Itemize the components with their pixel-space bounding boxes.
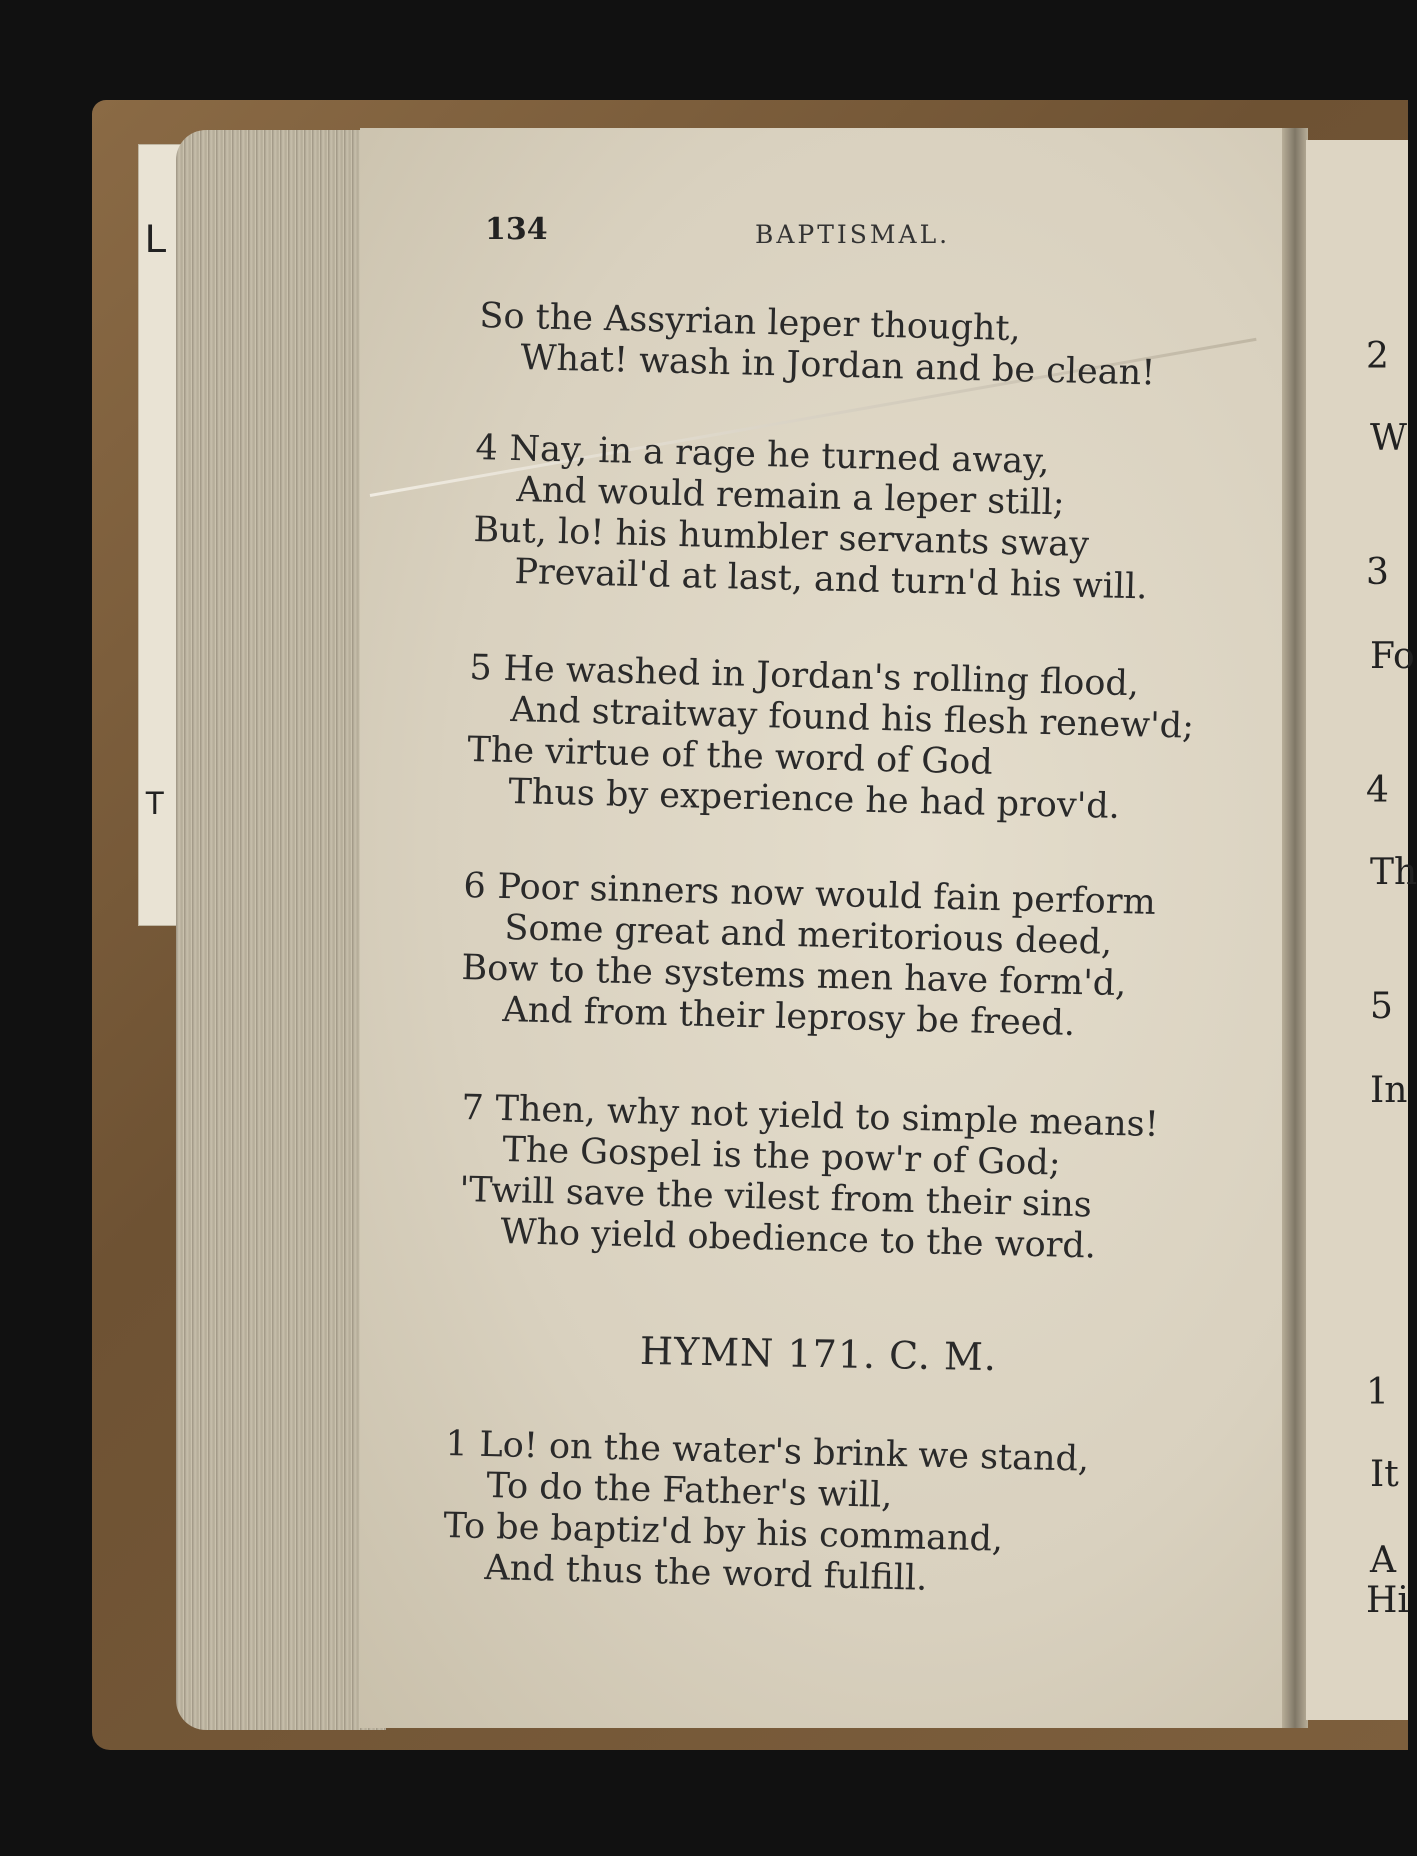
verse-line: And from their leprosy be freed. (502, 989, 1076, 1044)
verse-line: Who yield obedience to the word. (500, 1211, 1097, 1267)
verse-line: To be baptiz'd by his command, (443, 1505, 1004, 1560)
running-head: BAPTISMAL. (755, 220, 951, 249)
stanza-4 (472, 428, 1151, 608)
right-page-fragment: Fo (1370, 636, 1415, 677)
intro-stanza (478, 296, 1157, 395)
right-page-fragment: 5 (1370, 986, 1393, 1027)
hymn-stanza-1 (442, 1424, 1090, 1604)
verse-number: 4 (475, 428, 499, 469)
right-page-fragment: Hi (1366, 1580, 1409, 1621)
verse-line: Thus by experience he had prov'd. (508, 771, 1121, 827)
verse-number: 1 (445, 1424, 469, 1465)
verse-number: 7 (461, 1088, 485, 1129)
verse-number: 5 (469, 648, 493, 689)
verse-line: Prevail'd at last, and turn'd his will. (514, 551, 1148, 608)
verse-line: And thus the word fulfill. (484, 1547, 928, 1599)
page-edges (176, 130, 386, 1730)
verse-line: And would remain a leper still; (516, 470, 1066, 524)
right-page-fragment: 1 (1366, 1372, 1389, 1413)
verse-line: Poor sinners now would fain perform (497, 866, 1157, 923)
stanza-6 (460, 866, 1156, 1047)
verse-line: The Gospel is the pow'r of God; (502, 1130, 1061, 1184)
verse-line: But, lo! his humbler servants sway (473, 509, 1090, 566)
verse-line: Nay, in a rage he turned away, (509, 428, 1050, 483)
bookmark-letter: L (145, 217, 168, 261)
verse-line: What! wash in Jordan and be clean! (520, 338, 1156, 394)
stanza-7 (458, 1088, 1159, 1269)
right-page-fragment: 4 (1366, 770, 1389, 811)
verse-line: To do the Father's will, (486, 1466, 893, 1516)
verse-line: Some great and meritorious deed, (504, 908, 1113, 963)
verse-line: Then, why not yield to simple means! (495, 1088, 1160, 1146)
right-page-fragment: In (1370, 1070, 1408, 1111)
verse-line: He washed in Jordan's rolling flood, (503, 648, 1140, 705)
verse-line: So the Assyrian leper thought, (479, 296, 1022, 350)
right-page-fragment: Th (1370, 852, 1417, 893)
right-page-fragment: 3 (1366, 552, 1389, 593)
stanza-5 (466, 648, 1195, 830)
right-page-fragment: W (1370, 418, 1408, 459)
verse-line: 'Twill save the vilest from their sins (459, 1169, 1093, 1226)
verse-number: 6 (463, 866, 487, 907)
bookmark-letter: T (145, 785, 165, 821)
page-header (485, 212, 1125, 262)
page-number: 134 (485, 212, 548, 247)
verse-line: And straitway found his flesh renew'd; (510, 690, 1195, 747)
right-page-fragment: 2 (1366, 336, 1389, 377)
verse-line: Bow to the systems men have form'd, (461, 947, 1127, 1005)
book-gutter (1282, 128, 1308, 1728)
right-page-fragment: It (1370, 1454, 1399, 1495)
hymn-title: HYMN 171. C. M. (639, 1328, 998, 1380)
verse-line: Lo! on the water's brink we stand, (479, 1424, 1090, 1480)
right-page-fragment: A (1370, 1540, 1396, 1581)
verse-line: The virtue of the word of God (467, 729, 994, 783)
